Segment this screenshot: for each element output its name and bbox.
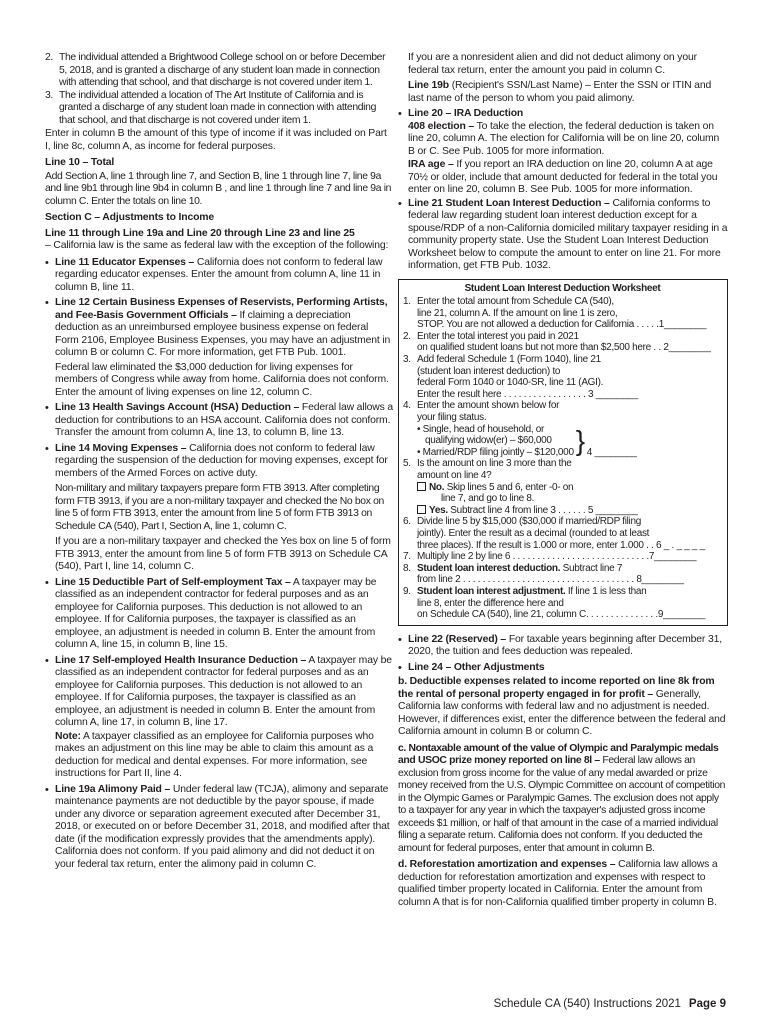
note-text: A taxpayer classified as an employee for California purposes who makes an adjustment on this line may be able to claim this amount as a deduction for medical and dental expenses. For more information, see instructions for Part II, line 4. <box>55 730 374 779</box>
bullet-line13: • Line 13 Health Savings Account (HSA) Deduction – Federal law allows a deduction for contributions to an HSA account. California does not conform. Transfer the amount from column A, line 13, to column B, line 13. <box>45 402 394 438</box>
brace-glyph: } <box>575 425 585 457</box>
bullet-text: A taxpayer may be classified as an independent contractor for federal purposes and as an employee for California purposes. This deduction is not allowed to an employee. If for California purposes, the taxpayer is classified as an employee, an adjustment is needed in column B. Enter the amount from column A, line 17, in column B, line 17. <box>55 654 392 728</box>
nonresident-paragraph: If you are a nonresident alien and did not deduct alimony on your federal tax return, enter the amount you paid in column C. <box>408 52 697 76</box>
filing-status-options: • Single, head of household, or qualifying widow(er) – $60,000 • Married/RDP filing jointly – $120,000 } 4 ________ <box>417 423 637 458</box>
page-footer <box>494 998 726 1010</box>
line19b-label: Line 19b <box>408 80 449 91</box>
line12-subparagraph: Federal law eliminated the $3,000 deduction for living expenses for members of Congress while away from home. California does not conform. Enter the amount of living expenses on line 12, column C. <box>55 361 389 398</box>
bullet-heading: Line 21 Student Loan Interest Deduction – <box>408 197 610 209</box>
worksheet-row-2: 2. Enter the total interest you paid in 2021 on qualified student loans but not more than $2,500 here . . 2________ <box>403 330 711 354</box>
bullet-heading: Line 15 Deductible Part of Self-employment Tax – <box>55 576 291 588</box>
line20-408-election: 408 election – To take the election, the federal deduction is taken on line 20, column A. The election for California will be on line 20, column B or C. See Pub. 1005 for more information. <box>408 120 720 157</box>
bullet-line12: • Line 12 Certain Business Expenses of Reservists, Performing Artists, and Fee-Basis Government Officials – If claiming a depreciation deduction as an unreimbursed employee business expense on federal Form 2106, Employee Business Expenses, you may have an adjustment in column B or column C. For more information, get FTB Pub. 1001. <box>45 297 391 358</box>
bullet-line21: • Line 21 Student Loan Interest Deduction – California conforms to federal law regarding student loan interest deduction except for a spouse/RDP of a non-California domiciled military taxpayer residing in a community property state. Use the Student Loan Interest Deduction Worksheet below to compute the amount to enter on line 21. For more information, get FTB Pub. 1032. <box>398 197 728 271</box>
item-number: 3. <box>45 89 53 101</box>
footer-title: Schedule CA (540) Instructions 2021 <box>493 998 681 1010</box>
worksheet-row-6: 6. Divide line 5 by $15,000 ($30,000 if married/RDP filing jointly). Enter the result as a decimal (rounded to at least three places). If the result is 1.000 or more, enter 1.000 . . 6 _ . _ _ _ _ <box>403 516 705 551</box>
line11-25-text: – California law is the same as federal law with the exception of the following: <box>45 240 389 251</box>
bullet-text: California does not conform to federal law regarding the suspension of the deduction for moving expenses, except for members of the Armed Forces on active duty. <box>55 442 388 479</box>
item-text: The individual attended a Brightwood College school on or before December 5, 2018, and is granted a discharge of any student loan made in connection with attending that school, and that discharge is not covered under item 1. <box>59 52 386 88</box>
worksheet-row-1: 1. Enter the total amount from Schedule CA (540), line 21, column A. If the amount on line 1 is zero, STOP. You are not allowed a deduction for California . . . . .1________ <box>403 296 707 331</box>
bullet-heading: Line 11 Educator Expenses – <box>55 256 195 268</box>
paragraph-c: c. Nontaxable amount of the value of Olympic and Paralympic medals and USOC prize money reported on line 8l – Federal law allows an exclusion from gross income for the value of any medal awarded or prize money received from the U.S. Olympic Committee on account of competition in the Olympic Games or Paralympic Games. The exclusion does not apply to a taxpayer for any year in which the taxpayer's adjusted gross income exceeds $1 million, or half of that amount in the case of a married individual filing a separate return. California does not conform. If you deducted the amount for federal purposes, enter that amount in column B. <box>398 742 726 854</box>
line20-ira-age: IRA age – If you report an IRA deduction on line 20, column A at age 70½ or older, include that amount deducted for federal in the total you enter on line 20, column B. See Pub. 1005 for more information. <box>408 159 718 195</box>
bullet-text: California does not conform to federal law regarding educator expenses. Enter the amount from column A, line 11 in column B, line 11. <box>55 256 383 293</box>
bullet-text: For taxable years beginning after December 31, 2020, the tuition and fees deduction was repealed. <box>408 633 722 658</box>
line10-text: Add Section A, line 1 through line 7, and Section B, line 1 through line 7, line 9a and line 9b1 through line 9b4 in column B , and line 1 through line 7 and line 9a in column C. Enter the totals on line 10. <box>45 170 392 207</box>
line14-subparagraph-1: Non-military and military taxpayers prepare form FTB 3913. After completing form FTB 3913, if you are a non-military taxpayer and checked the No box on line 5 of form FTB 3913, enter the amount from line 5 of form FTB 3913 on Schedule CA (540), Part I, Section A, line 1, column C. <box>55 483 384 532</box>
note-label: Note: <box>55 730 81 742</box>
bullet-text: California conforms to federal law regarding student loan interest deduction except for a spouse/RDP of a non-California domiciled military taxpayer residing in a community property state. Use the Student Loan Interest Deduction Worksheet below to compute the amount to enter on line 21. For more information, get FTB Pub. 1032. <box>408 197 728 271</box>
line11-25-heading: Line 11 through Line 19a and Line 20 through Line 23 and line 25 <box>45 227 355 239</box>
subheading: IRA age – <box>408 159 454 170</box>
bullet-heading: Line 13 Health Savings Account (HSA) Deduction – <box>55 402 300 413</box>
bullet-text: Federal law allows a deduction for contributions to an HSA account. California does not conform. Transfer the amount from column A, line 13, to column B, line 13. <box>55 402 394 438</box>
bullet-heading: Line 14 Moving Expenses – <box>55 442 187 454</box>
bullet-line14: • Line 14 Moving Expenses – California does not conform to federal law regarding the suspension of the deduction for moving expenses, except for members of the Armed Forces on active duty. <box>45 442 388 479</box>
no-option: No. Skip lines 5 and 6, enter -0- on <box>417 482 722 494</box>
bullet-line11: • Line 11 Educator Expenses – California does not conform to federal law regarding educator expenses. Enter the amount from column A, line 11 in column B, line 11. <box>45 256 383 293</box>
bullet-line22: • Line 22 (Reserved) – For taxable years beginning after December 31, 2020, the tuition and fees deduction was repealed. <box>398 633 722 658</box>
bullet-heading: Line 12 Certain Business Expenses of Reservists, Performing Artists, and Fee-Basis Government Officials – <box>55 297 388 321</box>
worksheet-row-5: 5. Is the amount on line 3 more than the amount on line 4? No. Skip lines 5 and 6, enter -0- on line 7, and go to line 8. Yes. Subtract line 4 from line 3 . . . . . . 5 ________ <box>403 458 722 516</box>
bullet-text: A taxpayer may be classified as an independent contractor for federal purposes and as an employee for California purposes. This deduction is not allowed to an employee. If for California purposes, the taxpayer is classified as an employee, an adjustment is needed in column B. Enter the amount from column A, line 15, in column B, line 15. <box>55 576 377 650</box>
bullet-heading: Line 17 Self-employed Health Insurance Deduction – <box>55 654 307 666</box>
item-text: The individual attended a location of The Art Institute of California and is granted a discharge of any student loan made in connection with attending that school, and that discharge is not covered under item 1. <box>59 89 376 126</box>
bullet-line24: • Line 24 – Other Adjustments <box>398 661 545 674</box>
yes-checkbox[interactable] <box>417 505 426 514</box>
bullet-line20: • Line 20 – IRA Deduction <box>398 108 524 120</box>
bullet-text: If claiming a depreciation deduction as an unreimbursed employee business expense on federal Form 2106, Employee Business Expenses, you may have an adjustment in column B or column C. For more information, get FTB Pub. 1001. <box>55 309 391 358</box>
line14-subparagraph-2: If you are a non-military taxpayer and checked the Yes box on line 5 of form FTB 3913, enter the amount from line 5 of form FTB 3913 on Schedule CA (540), Part I, line 14, column C. <box>55 536 391 572</box>
bullet-line19a: • Line 19a Alimony Paid – Under federal law (TCJA), alimony and separate maintenance payments are not deductible by the payor spouse, if made under any divorce or separation agreement executed after December 31, 2018, or executed on or before December 31, 2018, and modified after that date (if the modification expressly provides that the amendments apply). California does not conform. If you paid alimony and did not deduct it on your federal tax return, enter the alimony paid in column C. <box>45 783 390 870</box>
list-item-2 <box>45 52 393 90</box>
left-column <box>45 52 393 874</box>
line19b-text: (Recipient's SSN/Last Name) – Enter the SSN or ITIN and last name of the person to whom you paid alimony. <box>408 80 712 104</box>
student-loan-worksheet <box>398 279 728 626</box>
worksheet-title: Student Loan Interest Deduction Worksheet <box>464 282 661 294</box>
line17-note <box>55 731 393 781</box>
line19b-paragraph <box>408 80 728 105</box>
worksheet-row-4: 4. Enter the amount shown below for your filing status. • Single, head of household, or qualifying widow(er) – $60,000 • Married/RDP filing jointly – $120,000 } 4 ________ <box>403 400 722 458</box>
list-item-3 <box>45 90 393 128</box>
bullet-heading: Line 19a Alimony Paid – <box>55 783 171 795</box>
bullet-heading: Line 22 (Reserved) – <box>408 633 507 645</box>
bullet-text: Under federal law (TCJA), alimony and separate maintenance payments are not deductible by the payor spouse, if made under any divorce or separation agreement executed after December 31, 2018, or executed on or before December 31, 2018, and modified after that date (if the modification expressly provides that the amendments apply). California does not conform. If you paid alimony and did not deduct it on your federal tax return, enter the alimony paid in column C. <box>55 783 390 870</box>
bullet-heading: Line 20 – IRA Deduction <box>408 108 524 119</box>
bullet-line15: • Line 15 Deductible Part of Self-employment Tax – A taxpayer may be classified as an independent contractor for federal purposes and as an employee for California purposes. This deduction is not allowed to an employee. If for California purposes, the taxpayer is classified as an employee, an adjustment is needed in column B. Enter the amount from column A, line 15, in column B, line 15. <box>45 576 377 650</box>
paragraph-b: b. Deductible expenses related to income reported on line 8k from the rental of personal property engaged in for profit – Generally, California law conforms with federal law and no adjustment is needed. However, if differences exist, enter the difference between the federal and California amount in column B or column C. <box>398 676 726 738</box>
line10-heading: Line 10 – Total <box>45 157 115 168</box>
bullet-line17: • Line 17 Self-employed Health Insurance Deduction – A taxpayer may be classified as an independent contractor for federal purposes and as an employee for California purposes. This deduction is not allowed to an employee. If for California purposes, the taxpayer is classified as an employee, an adjustment is needed in column B. Enter the amount from column A, line 17, in column B, line 17. <box>45 654 392 728</box>
worksheet-row-3: 3. Add federal Schedule 1 (Form 1040), line 21 (student loan interest deduction) to federal Form 1040 or 1040-SR, line 11 (AGI). Enter the result here . . . . . . . . . . . . . . . . . 3 ________ <box>403 354 638 400</box>
enter-paragraph: Enter in column B the amount of this type of income if it was included on Part I, line 8c, column A, as income for federal purposes. <box>45 128 387 152</box>
bullet-heading: Line 24 – Other Adjustments <box>408 661 545 673</box>
subheading: 408 election – <box>408 120 475 132</box>
item-number: 2. <box>45 52 53 63</box>
section-c-heading: Section C – Adjustments to Income <box>45 212 215 223</box>
page-number: Page 9 <box>688 998 726 1010</box>
worksheet-row-7: 7. Multiply line 2 by line 6 . . . . . . . . . . . . . . . . . . . . . . . . . . . .7________ <box>403 551 697 563</box>
worksheet-row-8: 8. Student loan interest deduction. Subtract line 7 from line 2 . . . . . . . . . . . . . . . . . . . . . . . . . . . . . . . . . . . 8________ <box>403 562 684 586</box>
paragraph-d: d. Reforestation amortization and expenses – California law allows a deduction for reforestation amortization and expenses with respect to qualified timber property located in California. Enter the amount from column A that is for non-California qualified timber property in column B. <box>398 859 718 908</box>
worksheet-row-9: 9. Student loan interest adjustment. If line 1 is less than line 8, enter the difference here and on Schedule CA (540), line 21, column C. . . . . . . . . . . . . . .9________ <box>403 585 706 621</box>
no-checkbox[interactable] <box>417 482 426 491</box>
yes-option: Yes. Subtract line 4 from line 3 . . . . . . 5 ________ <box>417 505 722 517</box>
right-column <box>398 52 728 913</box>
